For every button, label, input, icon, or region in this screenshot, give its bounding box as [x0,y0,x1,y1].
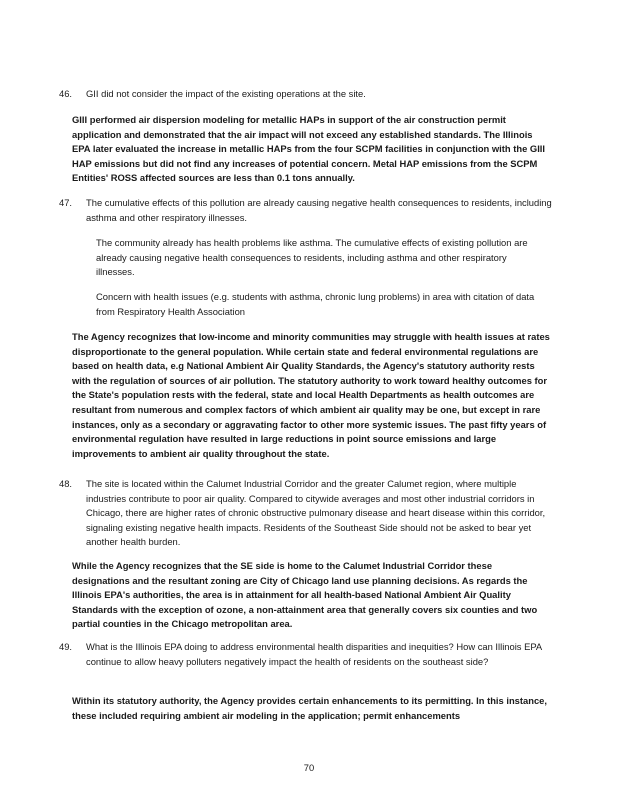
agency-response: The Agency recognizes that low-income and minority communities may struggle with health issues at rates disproportionate to the general population. While certain state and federal environmental regulations are based on health data, e.g National Ambient Air Quality Standards, the Agency's statutory authority rests with the regulation of sources of air pollution. The statutory authority to work toward healthy outcomes for the State's population rests with the federal, state and local Health Departments as health outcomes are resultant from numerous and complex factors of which ambient air quality may be one, but except in rare instances, only as a secondary or aggravating factor to other more systemic issues. The past fifty years of environmental regulation have resulted in large reductions in point source emissions and large improvements to ambient air quality throughout the state. [72,331,550,459]
comment-quote: The community already has health problems like asthma. The cumulative effects of existing pollution are already causing negative health consequences to residents, including asthma and other respiratory illnesses. [96,237,528,278]
item-number: 48. [59,478,73,489]
comment-text: GII did not consider the impact of the existing operations at the site. [86,88,366,99]
item-number: 47. [59,197,73,208]
comment-text: The site is located within the Calumet Industrial Corridor and the greater Calumet region, where multiple industries contribute to poor air quality. Compared to citywide averages and most other industrial corridors in Chicago, there are higher rates of chronic obstructive pulmonary disease and heart disease within this corridor, signaling existing negative health impacts. Residents of the Southeast Side should not be asked to bear yet another health burden. [86,478,546,548]
item-number: 49. [59,641,73,652]
comment-text: The cumulative effects of this pollution are already causing negative health consequences to residents, including asthma and other respiratory illnesses. [86,197,552,223]
page-number: 70 [303,762,315,773]
agency-response: Within its statutory authority, the Agency provides certain enhancements to its permitting. In this instance, these included requiring ambient air modeling in the application; permit enhancements [72,695,547,721]
agency-response: GIII performed air dispersion modeling for metallic HAPs in support of the air construction permit application and demonstrated that the air impact will not exceed any established standards. The Illinois EPA later evaluated the increase in metallic HAPs from the four SCPM facilities in conjunction with the GIII HAP emissions but did not find any increases of potential concern. Metal HAP emissions from the SCPM Entities' ROSS affected sources are less than 0.1 tons annually. [72,114,546,184]
agency-response: While the Agency recognizes that the SE side is home to the Calumet Industrial Corridor these designations and the resultant zoning are City of Chicago land use planning decisions. As regards the Illinois EPA's authorities, the area is in attainment for all health-based National Ambient Air Quality Standards with the exception of ozone, a non-attainment area that generally covers six counties and two partial counties in the Chicago metropolitan area. [72,560,538,630]
comment-text: What is the Illinois EPA doing to address environmental health disparities and inequities? How can Illinois EPA continue to allow heavy polluters negatively impact the health of residents on the southeast side? [86,641,542,667]
item-number: 46. [59,88,73,99]
comment-quote: Concern with health issues (e.g. students with asthma, chronic lung problems) in area with citation of data from Respiratory Health Association [96,291,535,317]
